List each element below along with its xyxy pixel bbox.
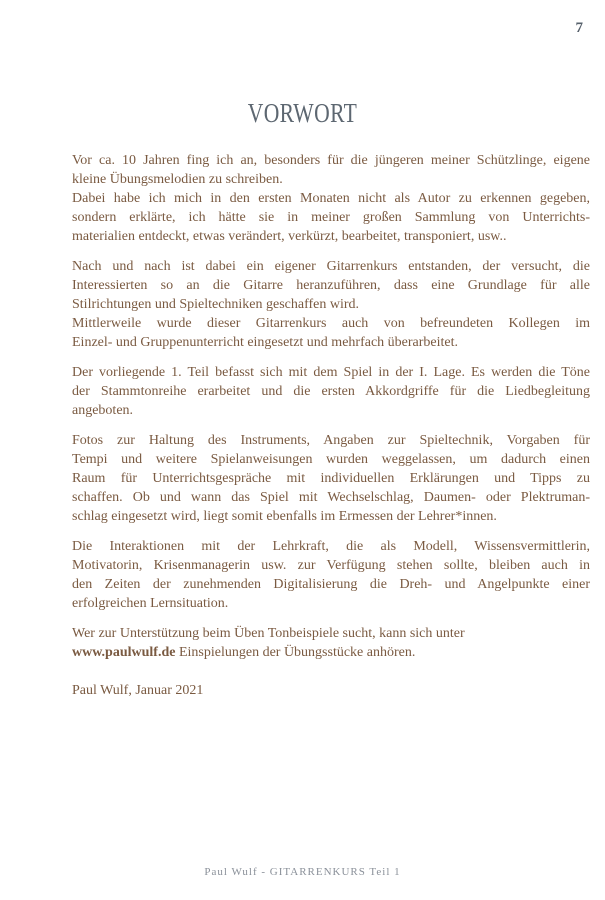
- text-line: [72, 643, 590, 662]
- preface-body: [72, 151, 590, 711]
- text-line: angeboten.: [72, 403, 134, 418]
- text-line: Einzel- und Gruppenunterricht eingesetzt und mehrfach überarbeitet.: [72, 335, 459, 350]
- page-title: [0, 98, 605, 129]
- text-line: kleine Übungsmelodien zu schreiben.: [72, 172, 283, 187]
- page-title-text: VORWORT: [247, 98, 358, 128]
- text-line: Tempi und weitere Spielanweisungen wurden weggelassen, um dadurch einen: [72, 452, 590, 467]
- paragraph-2: [72, 257, 590, 352]
- paragraph-closing: [72, 624, 590, 662]
- text-line: Raum für Unterrichtsgespräche mit individuellen Erklärungen und Tipps zu: [72, 471, 590, 486]
- text-line: Stilrichtungen und Spieltechniken geschaffen wird.: [72, 297, 360, 312]
- text-line: Nach und nach ist dabei ein eigener Gitarrenkurs entstanden, der versucht, die: [72, 259, 590, 274]
- text-line: Die Interaktionen mit der Lehrkraft, die als Modell, Wissensvermittlerin,: [72, 539, 590, 554]
- text-line: schaffen. Ob und wann das Spiel mit Wechselschlag, Daumen- oder Plektruman-: [72, 490, 590, 505]
- text-line: materialien entdeckt, etwas verändert, verkürzt, bearbeitet, transponiert, usw..: [72, 229, 507, 244]
- text-line: schlag eingesetzt wird, liegt somit ebenfalls im Ermessen der Lehrer*innen.: [72, 509, 497, 524]
- paragraph-5: [72, 537, 590, 613]
- text-line-rest: Einspielungen der Übungsstücke anhören.: [178, 645, 416, 660]
- text-line: der Stammtonreihe erarbeitet und die ersten Akkordgriffe für die Liedbegleitung: [72, 384, 590, 399]
- text-line: Der vorliegende 1. Teil befasst sich mit dem Spiel in der I. Lage. Es werden die Töne: [72, 365, 590, 380]
- page-number: 7: [575, 20, 583, 36]
- text-line: Wer zur Unterstützung beim Üben Tonbeispiele sucht, kann sich unter: [72, 626, 465, 641]
- paragraph-4: [72, 431, 590, 526]
- text-line: den Zeiten der zunehmenden Digitalisierung die Dreh- und Angelpunkte einer: [72, 577, 590, 592]
- text-line: Dabei habe ich mich in den ersten Monaten nicht als Autor zu erkennen gegeben,: [72, 191, 590, 206]
- paragraph-1: [72, 151, 590, 246]
- website-url: www.paulwulf.de: [72, 645, 176, 660]
- text-line: Motivatorin, Krisenmanagerin usw. zur Verfügung stehen sollte, bleiben auch in: [72, 558, 590, 573]
- signature-line: Paul Wulf, Januar 2021: [72, 683, 204, 698]
- text-line: Fotos zur Haltung des Instruments, Angaben zur Spieltechnik, Vorgaben für: [72, 433, 590, 448]
- paragraph-3: [72, 363, 590, 420]
- text-line: sondern erklärte, ich hätte sie in meiner großen Sammlung von Unterrichts-: [72, 210, 590, 225]
- text-line: Mittlerweile wurde dieser Gitarrenkurs auch von befreundeten Kollegen im: [72, 316, 590, 331]
- text-line: Interessierten so an die Gitarre heranzuführen, dass eine Grundlage für alle: [72, 278, 590, 293]
- text-line: Vor ca. 10 Jahren fing ich an, besonders für die jüngeren meiner Schützlinge, eigene: [72, 153, 590, 168]
- running-footer: Paul Wulf - GITARRENKURS Teil 1: [204, 866, 401, 878]
- text-line: erfolgreichen Lernsituation.: [72, 596, 229, 611]
